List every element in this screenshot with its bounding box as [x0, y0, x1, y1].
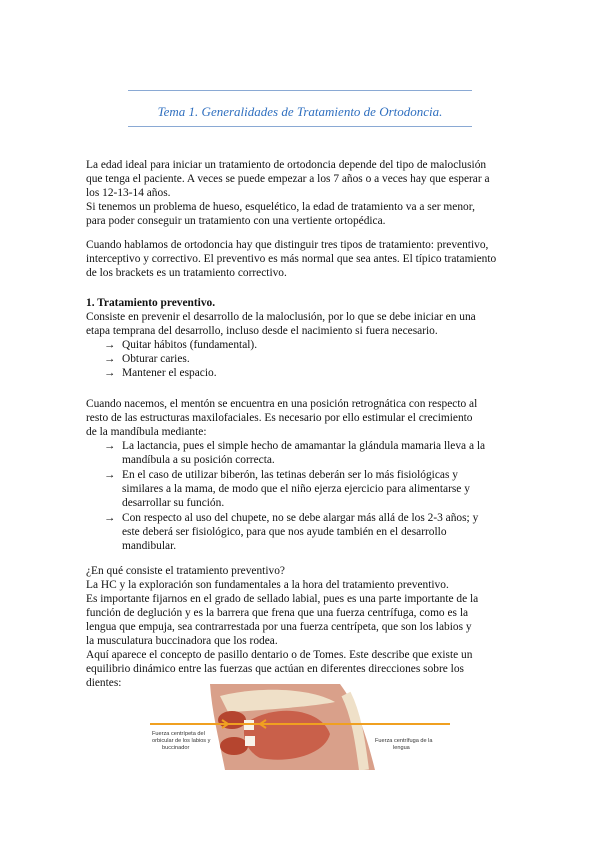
section-1	[86, 296, 516, 380]
text-line: Si tenemos un problema de hueso, esquelético, la edad de tratamiento va a ser menor,	[86, 201, 475, 213]
list-item	[86, 468, 516, 510]
text-line: este deberá ser fisiológico, para que nos ayude también en el desarrollo	[122, 526, 447, 538]
text-line: para poder conseguir un tratamiento con una vertiente ortopédica.	[86, 215, 386, 227]
section-1-paragraph-3	[86, 564, 516, 690]
text-line: Consiste en prevenir el desarrollo de la maloclusión, por lo que se debe iniciar en una	[86, 311, 476, 323]
anatomy-figure	[150, 684, 450, 770]
label-right-line: Fuerza centrífuga de la	[375, 738, 433, 744]
text-line: interceptivo y correctivo. El preventivo es más normal que sea antes. El típico tratamiento	[86, 253, 497, 265]
label-left-line: buccinador	[162, 745, 190, 751]
text-line: Es importante fijarnos en el grado de sellado labial, pues es una parte importante de la	[86, 593, 479, 605]
section-1-paragraph-2	[86, 397, 516, 553]
text-line: Cuando hablamos de ortodoncia hay que distinguir tres tipos de tratamiento: preventivo,	[86, 239, 489, 251]
list-item	[86, 338, 516, 352]
text-line: función de deglución y es la barrera que frena que una fuerza centrífuga, como es la	[86, 607, 469, 619]
arrow-icon: →	[104, 339, 116, 351]
text-line: mandíbula a su posición correcta.	[122, 454, 275, 466]
text-line: resto de las estructuras maxilofaciales. Es necesario por ello estimular el crecimiento	[86, 412, 473, 424]
section-heading: 1. Tratamiento preventivo.	[86, 297, 216, 309]
text-line: equilibrio dinámico entre las fuerzas que actúan en diferentes direcciones sobre los	[86, 663, 464, 675]
text-line: Cuando nacemos, el mentón se encuentra en una posición retrognática con respecto al	[86, 398, 478, 410]
title-rule-bottom	[128, 126, 472, 127]
label-left-line: Fuerza centrípeta del	[152, 731, 205, 737]
text-line: ¿En qué consiste el tratamiento preventivo?	[86, 565, 285, 577]
lower-teeth	[245, 736, 255, 746]
text-line: de los brackets es un tratamiento correctivo.	[86, 267, 287, 279]
text-line: Aquí aparece el concepto de pasillo dentario o de Tomes. Este describe que existe un	[86, 649, 473, 661]
arrow-icon: →	[104, 367, 116, 379]
text-line: Con respecto al uso del chupete, no se debe alargar más allá de los 2-3 años; y	[122, 512, 479, 524]
label-right-line: lengua	[393, 745, 410, 751]
intro-paragraph-1	[86, 158, 516, 228]
text-line: similares a la mama, de modo que el niño ejerza ejercicio para alimentarse y	[122, 483, 470, 495]
list-item-text: Mantener el espacio.	[122, 367, 217, 379]
arrow-icon: →	[104, 353, 116, 365]
text-line: la musculatura buccinadora que los rodea.	[86, 635, 278, 647]
arrow-icon: →	[104, 440, 116, 452]
text-line: los 12-13-14 años.	[86, 187, 171, 199]
list-item	[86, 366, 516, 380]
text-line: La HC y la exploración son fundamentales a la hora del tratamiento preventivo.	[86, 579, 449, 591]
intro-paragraph-3	[86, 238, 516, 280]
list-item-text: Quitar hábitos (fundamental).	[122, 339, 258, 351]
arrow-icon: →	[104, 469, 116, 481]
text-line: lengua que empuja, sea contrarrestada por una fuerza centrípeta, que son los labios y	[86, 621, 472, 633]
text-line: La lactancia, pues el simple hecho de amamantar la glándula mamaria lleva a la	[122, 440, 486, 452]
lower-lip	[220, 737, 248, 755]
text-line: mandibular.	[122, 540, 177, 552]
head-sagittal-section-illustration	[150, 684, 450, 770]
text-line: dientes:	[86, 677, 122, 689]
text-line: desarrollar su función.	[122, 497, 225, 509]
list-item-text: Obturar caries.	[122, 353, 190, 365]
page-title: Tema 1. Generalidades de Tratamiento de Ortodoncia.	[157, 104, 443, 119]
text-line: En el caso de utilizar biberón, las tetinas deberán ser lo más fisiológicas y	[122, 469, 458, 481]
text-line: que tenga el paciente. A veces se puede empezar a los 7 años o a veces hay que esperar a	[86, 173, 490, 185]
text-line: de la mandíbula mediante:	[86, 426, 207, 438]
title-rule-top	[128, 90, 472, 91]
list-item	[86, 511, 516, 553]
label-left-line: orbicular de los labios y	[152, 738, 211, 744]
list-item	[86, 439, 516, 467]
text-line: La edad ideal para iniciar un tratamiento de ortodoncia depende del tipo de maloclusión	[86, 159, 487, 171]
text-line: etapa temprana del desarrollo, incluso desde el nacimiento si fuera necesario.	[86, 325, 438, 337]
list-item	[86, 352, 516, 366]
arrow-icon: →	[104, 512, 116, 524]
